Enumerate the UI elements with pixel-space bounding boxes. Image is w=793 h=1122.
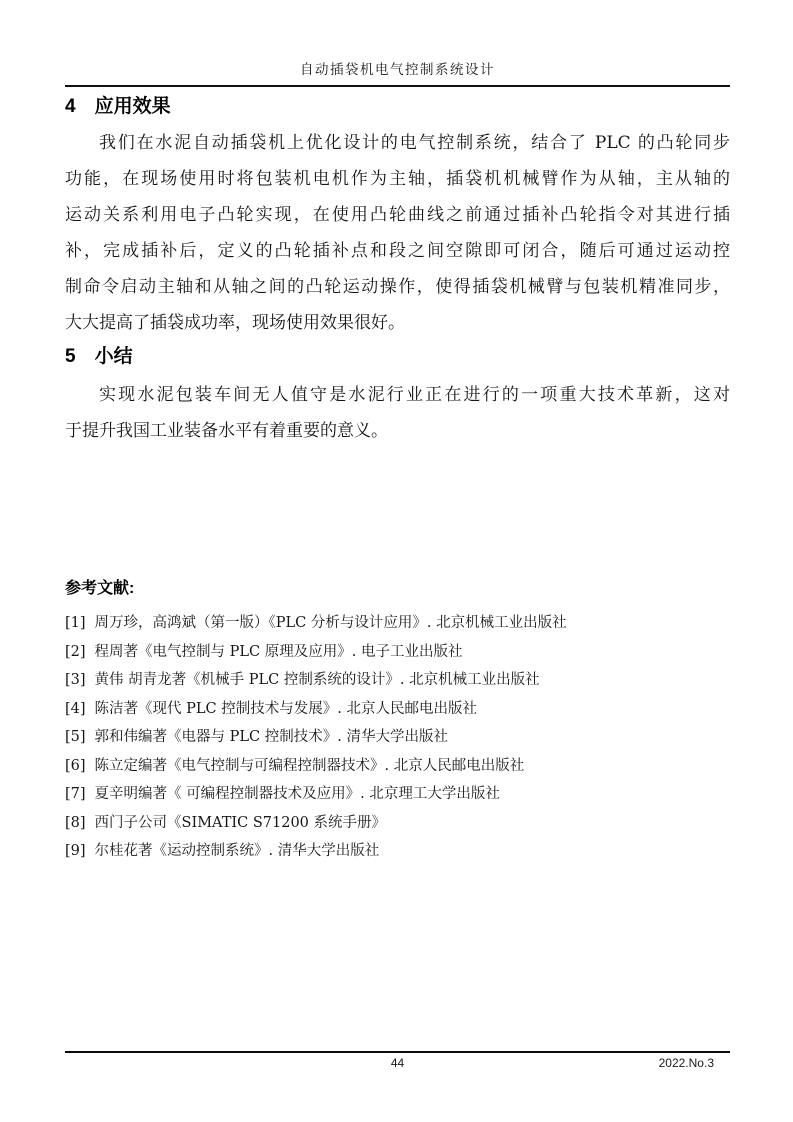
section-number: 5	[65, 346, 76, 367]
paragraph-line: 大大提高了插袋成功率，现场使用效果很好。	[65, 313, 405, 333]
reference-text: 周万珍，高鸿斌（第一版）《PLC 分析与设计应用》. 北京机械工业出版社	[94, 615, 567, 631]
reference-item	[65, 638, 730, 667]
reference-item	[65, 752, 730, 781]
paragraph-summary	[65, 377, 730, 449]
footer-rule	[65, 1051, 730, 1053]
section-heading-summary	[65, 345, 730, 369]
reference-item	[65, 695, 730, 724]
references-list	[65, 609, 730, 866]
paragraph-line: 功能，在现场使用时将包装机电机作为主轴，插袋机机械臂作为从轴，主从轴的	[65, 169, 730, 189]
reference-text: 程周著《电气控制与 PLC 原理及应用》. 电子工业出版社	[94, 643, 463, 660]
paragraph-line: 补，完成插补后，定义的凸轮插补点和段之间空隙即可闭合，随后可通过运动控	[65, 241, 730, 261]
issue-label: 2022.No.3	[658, 1056, 714, 1070]
page-body	[0, 95, 793, 866]
reference-item	[65, 809, 730, 838]
references-heading: 参考文献:	[65, 580, 135, 597]
reference-id: [6]	[65, 757, 86, 774]
page-number: 44	[390, 1056, 405, 1070]
reference-item	[65, 609, 730, 638]
section-title: 小结	[94, 346, 133, 367]
reference-id: [3]	[65, 672, 86, 688]
paragraph-line: 于提升我国工业装备水平有着重要的意义。	[65, 421, 388, 441]
reference-id: [5]	[65, 729, 86, 745]
page-footer	[65, 1051, 730, 1071]
references-section	[65, 578, 730, 866]
reference-id: [9]	[65, 843, 86, 859]
page-header	[0, 0, 793, 87]
reference-id: [2]	[65, 643, 86, 660]
reference-item	[65, 666, 730, 695]
paragraph-line: 制命令启动主轴和从轴之间的凸轮运动操作，使得插袋机械臂与包装机精准同步，	[65, 277, 730, 297]
header-rule	[65, 85, 730, 87]
reference-text: 夏辛明编著《 可编程控制器技术及应用》. 北京理工大学出版社	[94, 786, 500, 802]
reference-item	[65, 723, 730, 752]
reference-text: 陈洁著《现代 PLC 控制技术与发展》. 北京人民邮电出版社	[94, 700, 477, 717]
reference-id: [7]	[65, 786, 86, 802]
reference-text: 郭和伟编著《电器与 PLC 控制技术》. 清华大学出版社	[94, 729, 448, 745]
reference-item	[65, 837, 730, 866]
footer-row	[65, 1056, 730, 1071]
paragraph-line: 运动关系利用电子凸轮实现，在使用凸轮曲线之前通过插补凸轮指令对其进行插	[65, 205, 730, 225]
reference-text: 尔桂花著《运动控制系统》. 清华大学出版社	[94, 843, 380, 859]
reference-text: 西门子公司《SIMATIC S71200 系统手册》	[94, 814, 387, 831]
reference-text: 黄伟 胡青龙著《机械手 PLC 控制系统的设计》. 北京机械工业出版社	[94, 672, 540, 688]
reference-id: [1]	[65, 615, 86, 631]
section-heading-application-effect	[65, 95, 730, 119]
reference-id: [8]	[65, 814, 86, 831]
section-number: 4	[65, 96, 76, 117]
paragraph-line: 实现水泥包装车间无人值守是水泥行业正在进行的一项重大技术革新，这对	[99, 385, 730, 405]
reference-id: [4]	[65, 700, 86, 717]
reference-item	[65, 780, 730, 809]
paragraph-line: 我们在水泥自动插袋机上优化设计的电气控制系统，结合了 PLC 的凸轮同步	[99, 133, 730, 153]
section-title: 应用效果	[94, 96, 171, 117]
running-title: 自动插袋机电气控制系统设计	[300, 62, 495, 78]
paragraph-application-effect	[65, 125, 730, 341]
reference-text: 陈立定编著《电气控制与可编程控制器技术》. 北京人民邮电出版社	[94, 757, 525, 774]
